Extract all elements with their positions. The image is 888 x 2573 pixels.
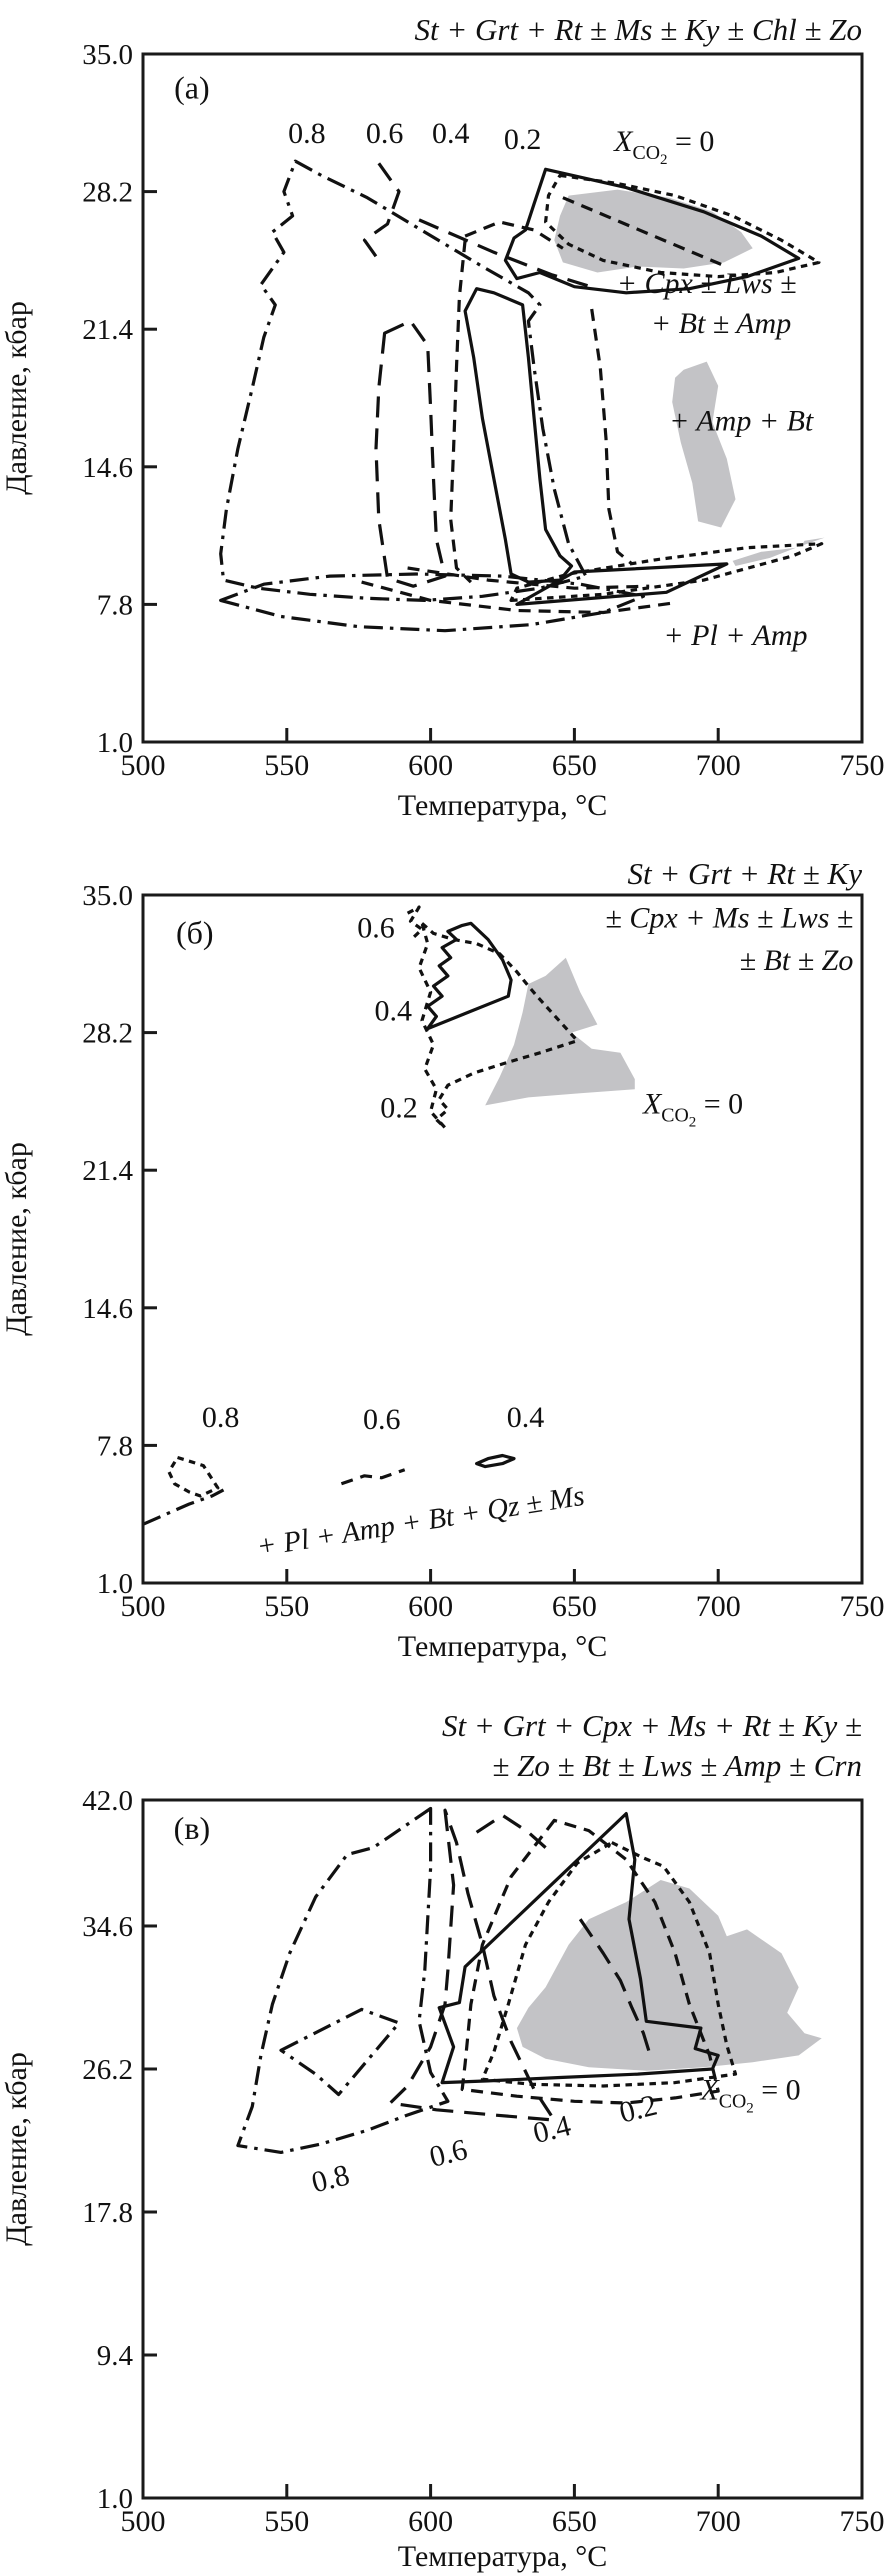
panel-v-x-tick-label: 550 (264, 2505, 310, 2538)
panel-v-x-tick-label: 500 (120, 2505, 166, 2538)
v-contour-08-wedge (281, 2009, 399, 2094)
panel-a-contour-label-08: 0.8 (288, 117, 326, 151)
panel-b-y-tick-label: 28.2 (82, 1017, 133, 1050)
panel-b-y-tick-label: 21.4 (82, 1155, 133, 1188)
panel-a-y-axis-title: Давление, кбар (0, 301, 33, 495)
panel-v-y-tick-label: 34.6 (82, 1910, 133, 1943)
a-contour-0-band (465, 289, 571, 582)
panel-b-panel-letter: (б) (175, 914, 214, 951)
v-gray-field (517, 1880, 822, 2071)
panel-a-assemblage-bt-amp: + Bt ± Amp (650, 307, 792, 341)
b-contour-08-tail (143, 1490, 224, 1524)
panel-a-x-tick-label: 750 (839, 749, 885, 782)
panel-b-y-tick-label: 14.6 (82, 1292, 133, 1325)
panel-b-x-tick-label: 650 (551, 1590, 597, 1623)
panel-b-contour-label-06-top: 0.6 (357, 911, 395, 945)
panel-b-x-tick-label: 500 (120, 1590, 166, 1623)
panel-b-x-tick-label: 750 (839, 1590, 885, 1623)
panel-a-x-axis-title: Температура, °C (397, 789, 608, 822)
panel-v-contour-label-06: 0.6 (426, 2132, 471, 2174)
a-contour-08-cigar (221, 574, 644, 631)
panel-b-x-tick-label: 600 (408, 1590, 454, 1623)
panel-b-contour-label-06-bottom: 0.6 (362, 1403, 401, 1437)
panel-a-y-tick-label: 14.6 (82, 451, 133, 484)
panel-v-x-tick-label: 650 (551, 2505, 597, 2538)
panel-a-assemblage-amp-bt: + Amp + Bt (669, 404, 814, 438)
panel-a-xco2-label: $X_{CO}2 = 0$ (614, 125, 715, 169)
a-gray-strip-field (672, 362, 735, 528)
panel-b-contour-label-04-bottom: 0.4 (506, 1401, 545, 1435)
panel-v-panel-letter: (в) (173, 1810, 211, 1847)
panel-a-title-line-1: St + Grt + Rt ± Ms ± Ky ± Chl ± Zo (414, 12, 862, 47)
panel-a-assemblage-pl-amp: + Pl + Amp (663, 618, 808, 652)
a-contour-04-right-edge (592, 309, 632, 564)
panel-a-y-tick-label: 7.8 (96, 589, 133, 622)
panel-b-y-axis-title: Давление, кбар (0, 1142, 33, 1336)
panel-a-x-tick-label: 650 (551, 749, 597, 782)
panel-v-y-tick-label: 9.4 (96, 2339, 133, 2372)
panel-a-x-tick-label: 700 (695, 749, 741, 782)
panel-b-assemblage-bt-zo: ± Bt ± Zo (739, 943, 854, 977)
panel-v-y-tick-label: 17.8 (82, 2196, 133, 2229)
panel-v-contour-label-08: 0.8 (308, 2158, 353, 2200)
panel-v-contour-label-04: 0.4 (529, 2109, 575, 2151)
panel-v-y-tick-label: 1.0 (96, 2483, 133, 2515)
panel-b-y-tick-label: 35.0 (82, 880, 133, 912)
b-gray-field (485, 958, 635, 1106)
panel-a-x-tick-label: 600 (408, 749, 454, 782)
panel-a-y-tick-label: 35.0 (82, 39, 133, 71)
panel-a-contour-label-04: 0.4 (431, 117, 470, 151)
b-contour-06-fragment (408, 907, 422, 937)
a-contour-04-left-edge (451, 240, 471, 582)
panel-a-x-tick-label: 550 (264, 749, 310, 782)
b-contour-08-blob (169, 1458, 218, 1497)
panel-a-x-tick-label: 500 (120, 749, 166, 782)
panel-b-x-tick-label: 550 (264, 1590, 310, 1623)
v-contour-08 (238, 1809, 448, 2153)
panel-b-y-tick-label: 7.8 (96, 1430, 133, 1463)
panel-a-assemblage-cpx-lws: + Cpx ± Lws ± (616, 266, 797, 300)
panel-v-y-tick-label: 42.0 (82, 1785, 133, 1817)
panel-b-x-tick-label: 700 (695, 1590, 741, 1623)
panel-b-y-tick-label: 1.0 (96, 1568, 133, 1600)
panel-a-y-tick-label: 21.4 (82, 314, 133, 347)
b-contour-06-dashes (341, 1470, 404, 1484)
panel-v-contour-label-02: 0.2 (616, 2088, 661, 2130)
panel-v-xco2-label: $X_{CO}2 = 0$ (700, 2073, 801, 2117)
panel-b-assemblage-cpx-ms-lws: ± Cpx + Ms ± Lws ± (605, 901, 854, 935)
panel-b-contour-label-02: 0.2 (380, 1091, 418, 1125)
panel-b-contour-label-08-bottom: 0.8 (201, 1401, 240, 1435)
panel-v-x-tick-label: 600 (408, 2505, 454, 2538)
b-contour-04-ellipse (477, 1456, 514, 1467)
panel-b-title-line-1: St + Grt + Rt ± Ky (627, 856, 862, 891)
panel-b-assemblage-pl-amp-bt-qz-ms: + Pl + Amp + Bt + Qz ± Ms (254, 1479, 587, 1564)
v-contour-06-top-diagonal (477, 1815, 552, 1853)
panel-a-contour-label-06: 0.6 (365, 117, 404, 151)
v-contour-06 (390, 1810, 554, 2120)
panel-v-x-tick-label: 700 (695, 2505, 741, 2538)
panel-a-y-tick-label: 1.0 (96, 727, 133, 759)
panel-a-y-tick-label: 28.2 (82, 176, 133, 209)
panel-b-xco2-label: $X_{CO}2 = 0$ (642, 1087, 744, 1131)
panel-v-title-line-1: St + Grt + Cpx + Ms + Rt ± Ky ± (442, 1708, 862, 1743)
panel-v-y-tick-label: 26.2 (82, 2053, 133, 2086)
panel-v-y-axis-title: Давление, кбар (0, 2052, 33, 2246)
panel-v-axis-box (143, 1800, 862, 2498)
panel-v-title-line-2: ± Zo ± Bt ± Lws ± Amp ± Crn (492, 1748, 862, 1783)
a-gray-upper-field (554, 190, 752, 273)
panel-b-x-axis-title: Температура, °C (397, 1630, 608, 1663)
panel-a-contour-label-02: 0.2 (503, 123, 542, 157)
panel-v-x-axis-title: Температура, °C (397, 2540, 608, 2573)
panel-a-panel-letter: (а) (174, 69, 210, 106)
a-contour-06-band (376, 321, 445, 586)
panel-b-contour-label-04-top: 0.4 (374, 994, 412, 1028)
b-contour-04-solid (428, 923, 511, 1028)
a-contour-04-top (465, 222, 563, 248)
panel-v-x-tick-label: 750 (839, 2505, 885, 2538)
